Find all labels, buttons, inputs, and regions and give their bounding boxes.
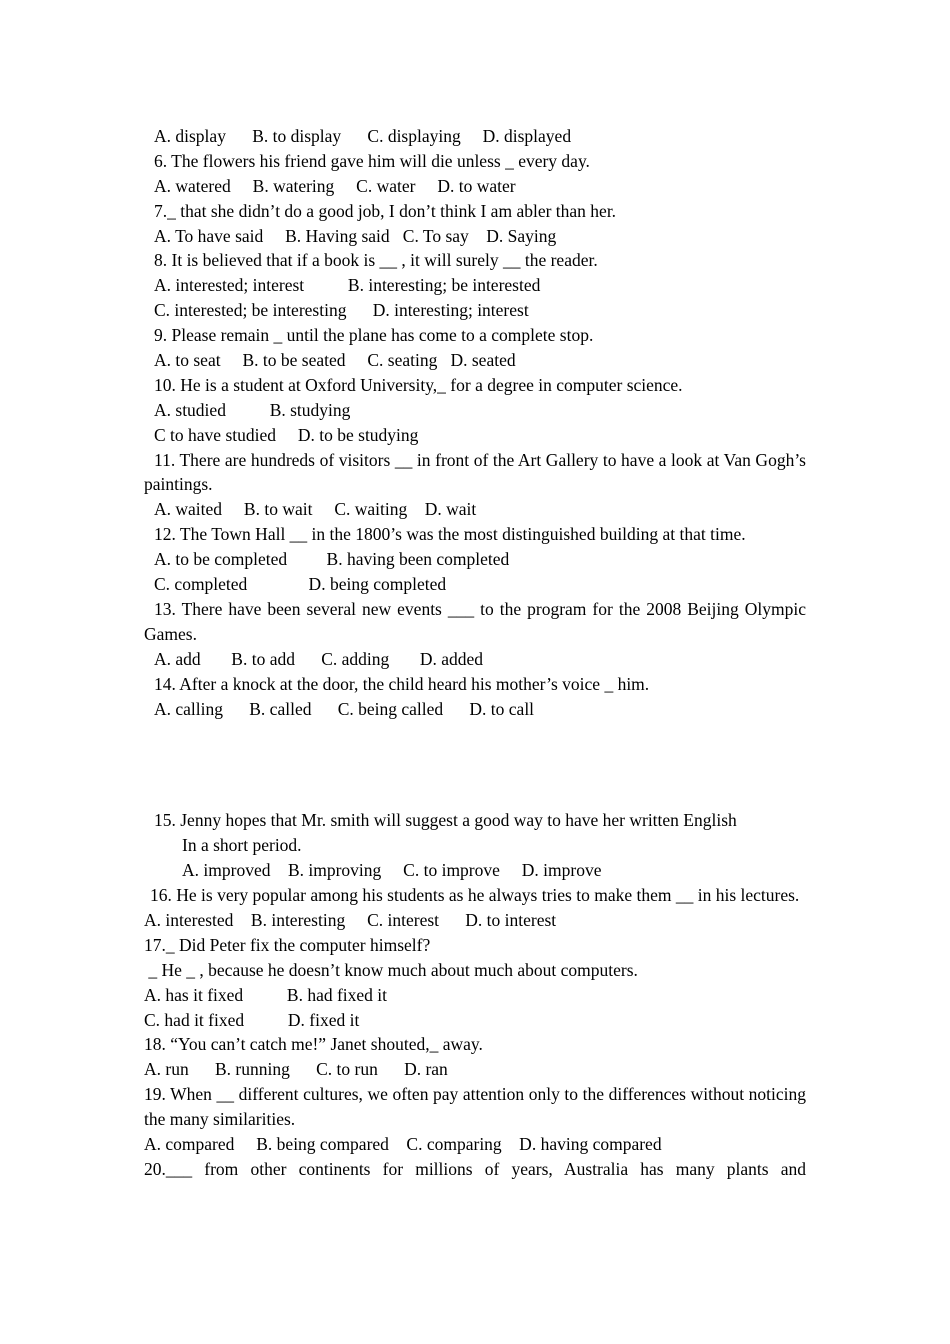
question-12: 12. The Town Hall __ in the 1800’s was the most distinguished building at that time. [154,524,746,545]
question-17-response: _ He _ , because he doesn’t know much about much about computers. [144,959,638,980]
q8-options-cd: C. interested; be interesting D. interesting; interest [154,300,529,321]
q16-options: A. interested B. interesting C. interest D. to interest [144,910,557,931]
q14-options: A. calling B. called C. being called D. to call [154,698,535,719]
q12-options-cd: C. completed D. being completed [154,574,447,595]
question-6: 6. The flowers his friend gave him will die unless _ every day. [154,150,590,171]
q5-options: A. display B. to display C. displaying D. displayed [154,126,572,146]
question-9: 9. Please remain _ until the plane has come to a complete stop. [154,325,594,346]
question-15-continued: In a short period. [182,835,302,856]
question-20: 20.___ from other continents for millions of years, Australia has many plants and [144,1158,806,1179]
q9-options: A. to seat B. to be seated C. seating D. seated [154,350,516,371]
question-8: 8. It is believed that if a book is __ , it will surely __ the reader. [154,250,598,271]
question-13: 13. There have been several new events ___ to the program for the 2008 Beijing Olympic Games. [144,598,806,644]
q19-options: A. compared B. being compared C. comparing D. having compared [144,1134,662,1155]
q17-options-ab: A. has it fixed B. had fixed it [144,984,388,1005]
q10-options-ab: A. studied B. studying [154,399,351,420]
question-16: 16. He is very popular among his students as he always tries to make them __ in his lectures. [150,885,800,906]
question-15: 15. Jenny hopes that Mr. smith will suggest a good way to have her written English [154,810,737,831]
question-14: 14. After a knock at the door, the child heard his mother’s voice _ him. [154,673,650,694]
q7-options: A. To have said B. Having said C. To say D. Saying [154,225,557,246]
q13-options: A. add B. to add C. adding D. added [154,648,484,669]
q11-options: A. waited B. to wait C. waiting D. wait [154,499,477,520]
blank-gap [144,721,806,808]
q17-options-cd: C. had it fixed D. fixed it [144,1009,360,1030]
q8-options-ab: A. interested; interest B. interesting; be interested [154,275,541,296]
question-17: 17._ Did Peter fix the computer himself? [144,934,431,955]
q10-options-cd: C to have studied D. to be studying [154,424,419,445]
question-11: 11. There are hundreds of visitors __ in front of the Art Gallery to have a look at Van Gogh’s paintings. [144,449,806,495]
question-18: 18. “You can’t catch me!” Janet shouted,_ away. [144,1034,483,1055]
question-10: 10. He is a student at Oxford University,_ for a degree in computer science. [154,374,683,395]
q6-options: A. watered B. watering C. water D. to water [154,175,516,196]
question-19: 19. When __ different cultures, we often pay attention only to the differences without noticing the many similarities. [144,1084,806,1130]
q15-options: A. improved B. improving C. to improve D. improve [182,860,602,881]
question-7: 7._ that she didn’t do a good job, I don’t think I am abler than her. [154,200,617,221]
document-page [144,124,806,1182]
q12-options-ab: A. to be completed B. having been completed [154,549,510,570]
q18-options: A. run B. running C. to run D. ran [144,1059,448,1080]
